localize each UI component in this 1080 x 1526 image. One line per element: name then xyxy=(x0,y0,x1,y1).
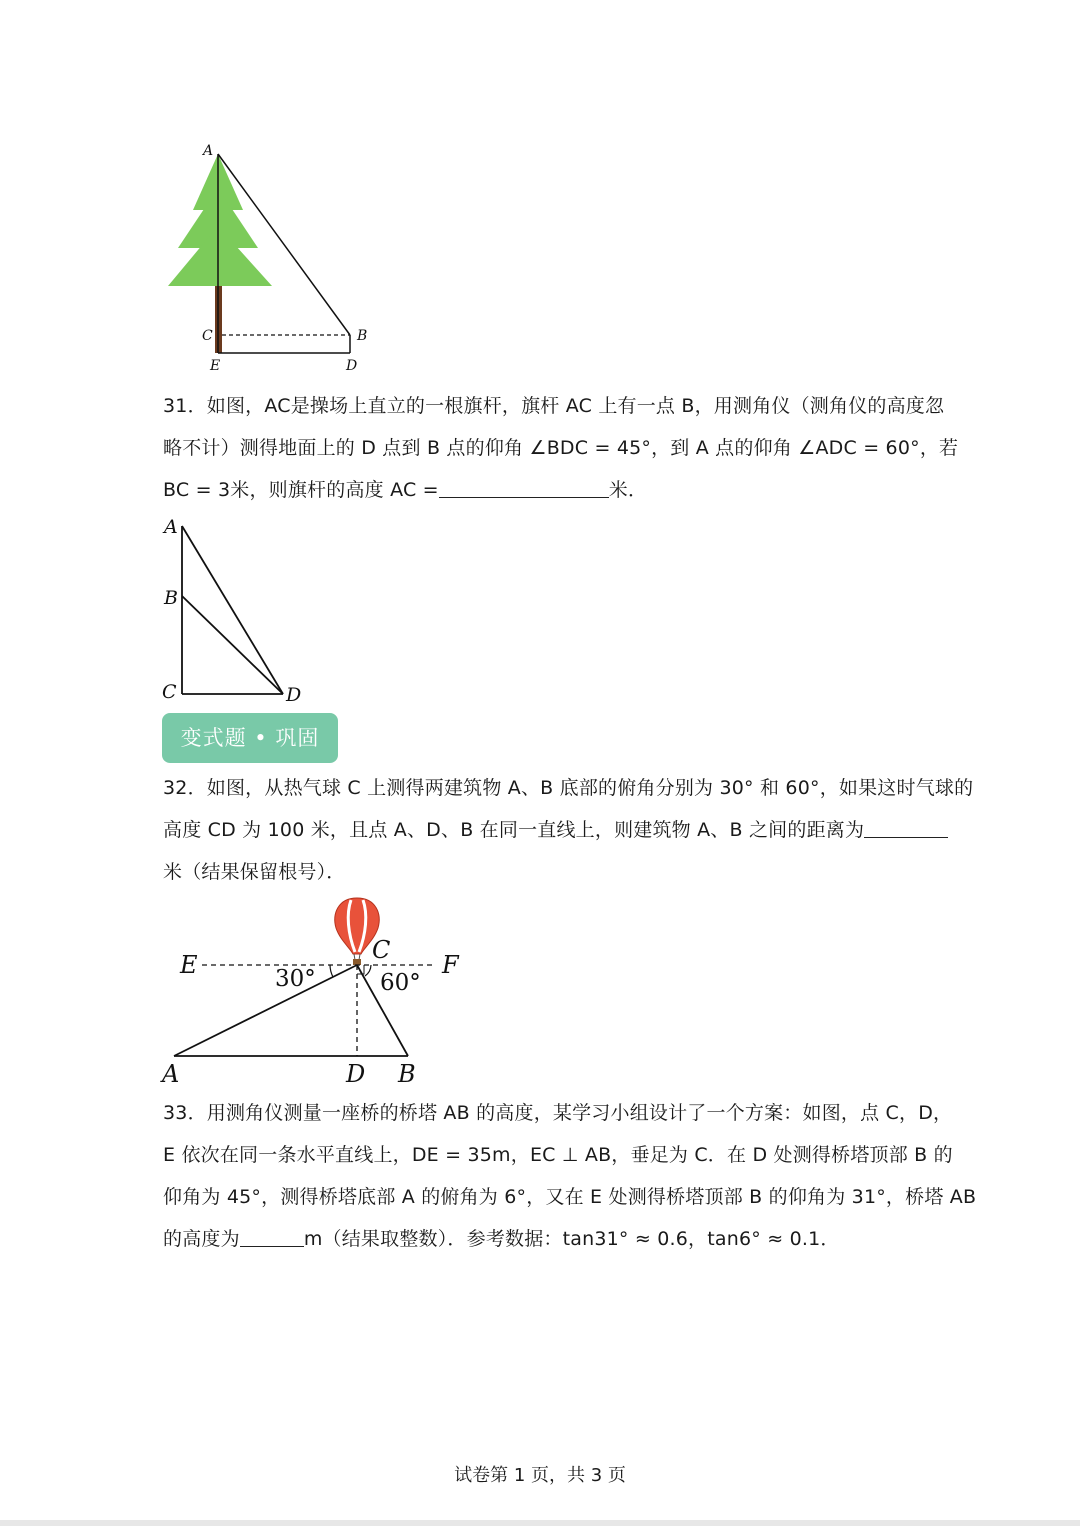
tree-foliage-bottom xyxy=(168,226,272,286)
fig2-label-d: D xyxy=(286,684,302,706)
q31-line2: 略不计）测得地面上的 D 点到 B 点的仰角 ∠BDC = 45°，到 A 点的仰角 ∠ADC = 60°，若 xyxy=(163,437,959,459)
question-32 xyxy=(163,767,974,893)
fig3-angle-60: 60° xyxy=(380,970,421,996)
fig1-label-c: C xyxy=(202,328,213,344)
q32-line2: 高度 CD 为 100 米，且点 A、D、B 在同一直线上，则建筑物 A、B 之间的距离为 xyxy=(163,819,865,841)
page-bottom-edge xyxy=(0,1520,1080,1526)
fig3-label-a: A xyxy=(162,1060,180,1088)
fig3-label-c: C xyxy=(372,936,391,964)
q33-line3: 仰角为 45°，测得桥塔底部 A 的俯角为 6°，又在 E 处测得桥塔顶部 B 的仰角为 31°，桥塔 AB xyxy=(163,1186,977,1208)
fig3-label-b: B xyxy=(398,1060,416,1088)
fig2-label-b: B xyxy=(164,587,178,609)
tree-figure xyxy=(160,140,380,380)
page-footer: 试卷第 1 页，共 3 页 xyxy=(454,1465,626,1486)
variant-badge: 变式题 • 巩固 xyxy=(162,713,338,763)
q31-line3-text: BC = 3米，则旗杆的高度 AC = xyxy=(163,479,439,501)
q33-answer-blank[interactable] xyxy=(240,1226,304,1247)
q31-line1: ．如图，AC是操场上直立的一根旗杆，旗杆 AC 上有一点 B，用测角仪（测角仪的高度忽 xyxy=(187,395,945,417)
fig1-label-b: B xyxy=(357,328,368,344)
q31-number: 31 xyxy=(163,395,188,417)
q31-figure xyxy=(160,512,320,707)
fig3-label-d: D xyxy=(346,1060,366,1088)
fig2-label-c: C xyxy=(162,681,177,703)
q31-line3-unit: 米． xyxy=(608,479,648,501)
fig1-label-a: A xyxy=(203,143,214,159)
q32-answer-blank[interactable] xyxy=(864,817,948,838)
q31-answer-blank[interactable] xyxy=(439,477,609,498)
q32-line1: ．如图，从热气球 C 上测得两建筑物 A、B 底部的俯角分别为 30° 和 60°，如果这时气球的 xyxy=(187,777,974,799)
q33-line1: ．用测角仪测量一座桥的桥塔 AB 的高度，某学习小组设计了一个方案：如图，点 C，D， xyxy=(187,1102,953,1124)
question-33 xyxy=(163,1092,977,1260)
fig3-label-e: E xyxy=(180,951,198,979)
q32-number: 32 xyxy=(163,777,188,799)
fig3-label-f: F xyxy=(442,951,459,979)
q33-number: 33 xyxy=(163,1102,188,1124)
fig2-label-a: A xyxy=(164,516,178,538)
question-31 xyxy=(163,385,959,511)
balloon-figure xyxy=(160,892,480,1092)
fig3-angle-30: 30° xyxy=(275,966,316,992)
q33-line4-text: 的高度为 xyxy=(163,1228,240,1250)
q33-line4-rest: m（结果取整数）．参考数据：tan31° ≈ 0.6，tan6° ≈ 0.1． xyxy=(303,1228,840,1250)
q33-line2: E 依次在同一条水平直线上，DE = 35m，EC ⊥ AB，垂足为 C．在 D 处测得桥塔顶部 B 的 xyxy=(163,1144,953,1166)
q32-line3: 米（结果保留根号）． xyxy=(163,861,346,883)
fig1-label-d: D xyxy=(346,358,358,374)
fig1-label-e: E xyxy=(210,358,221,374)
